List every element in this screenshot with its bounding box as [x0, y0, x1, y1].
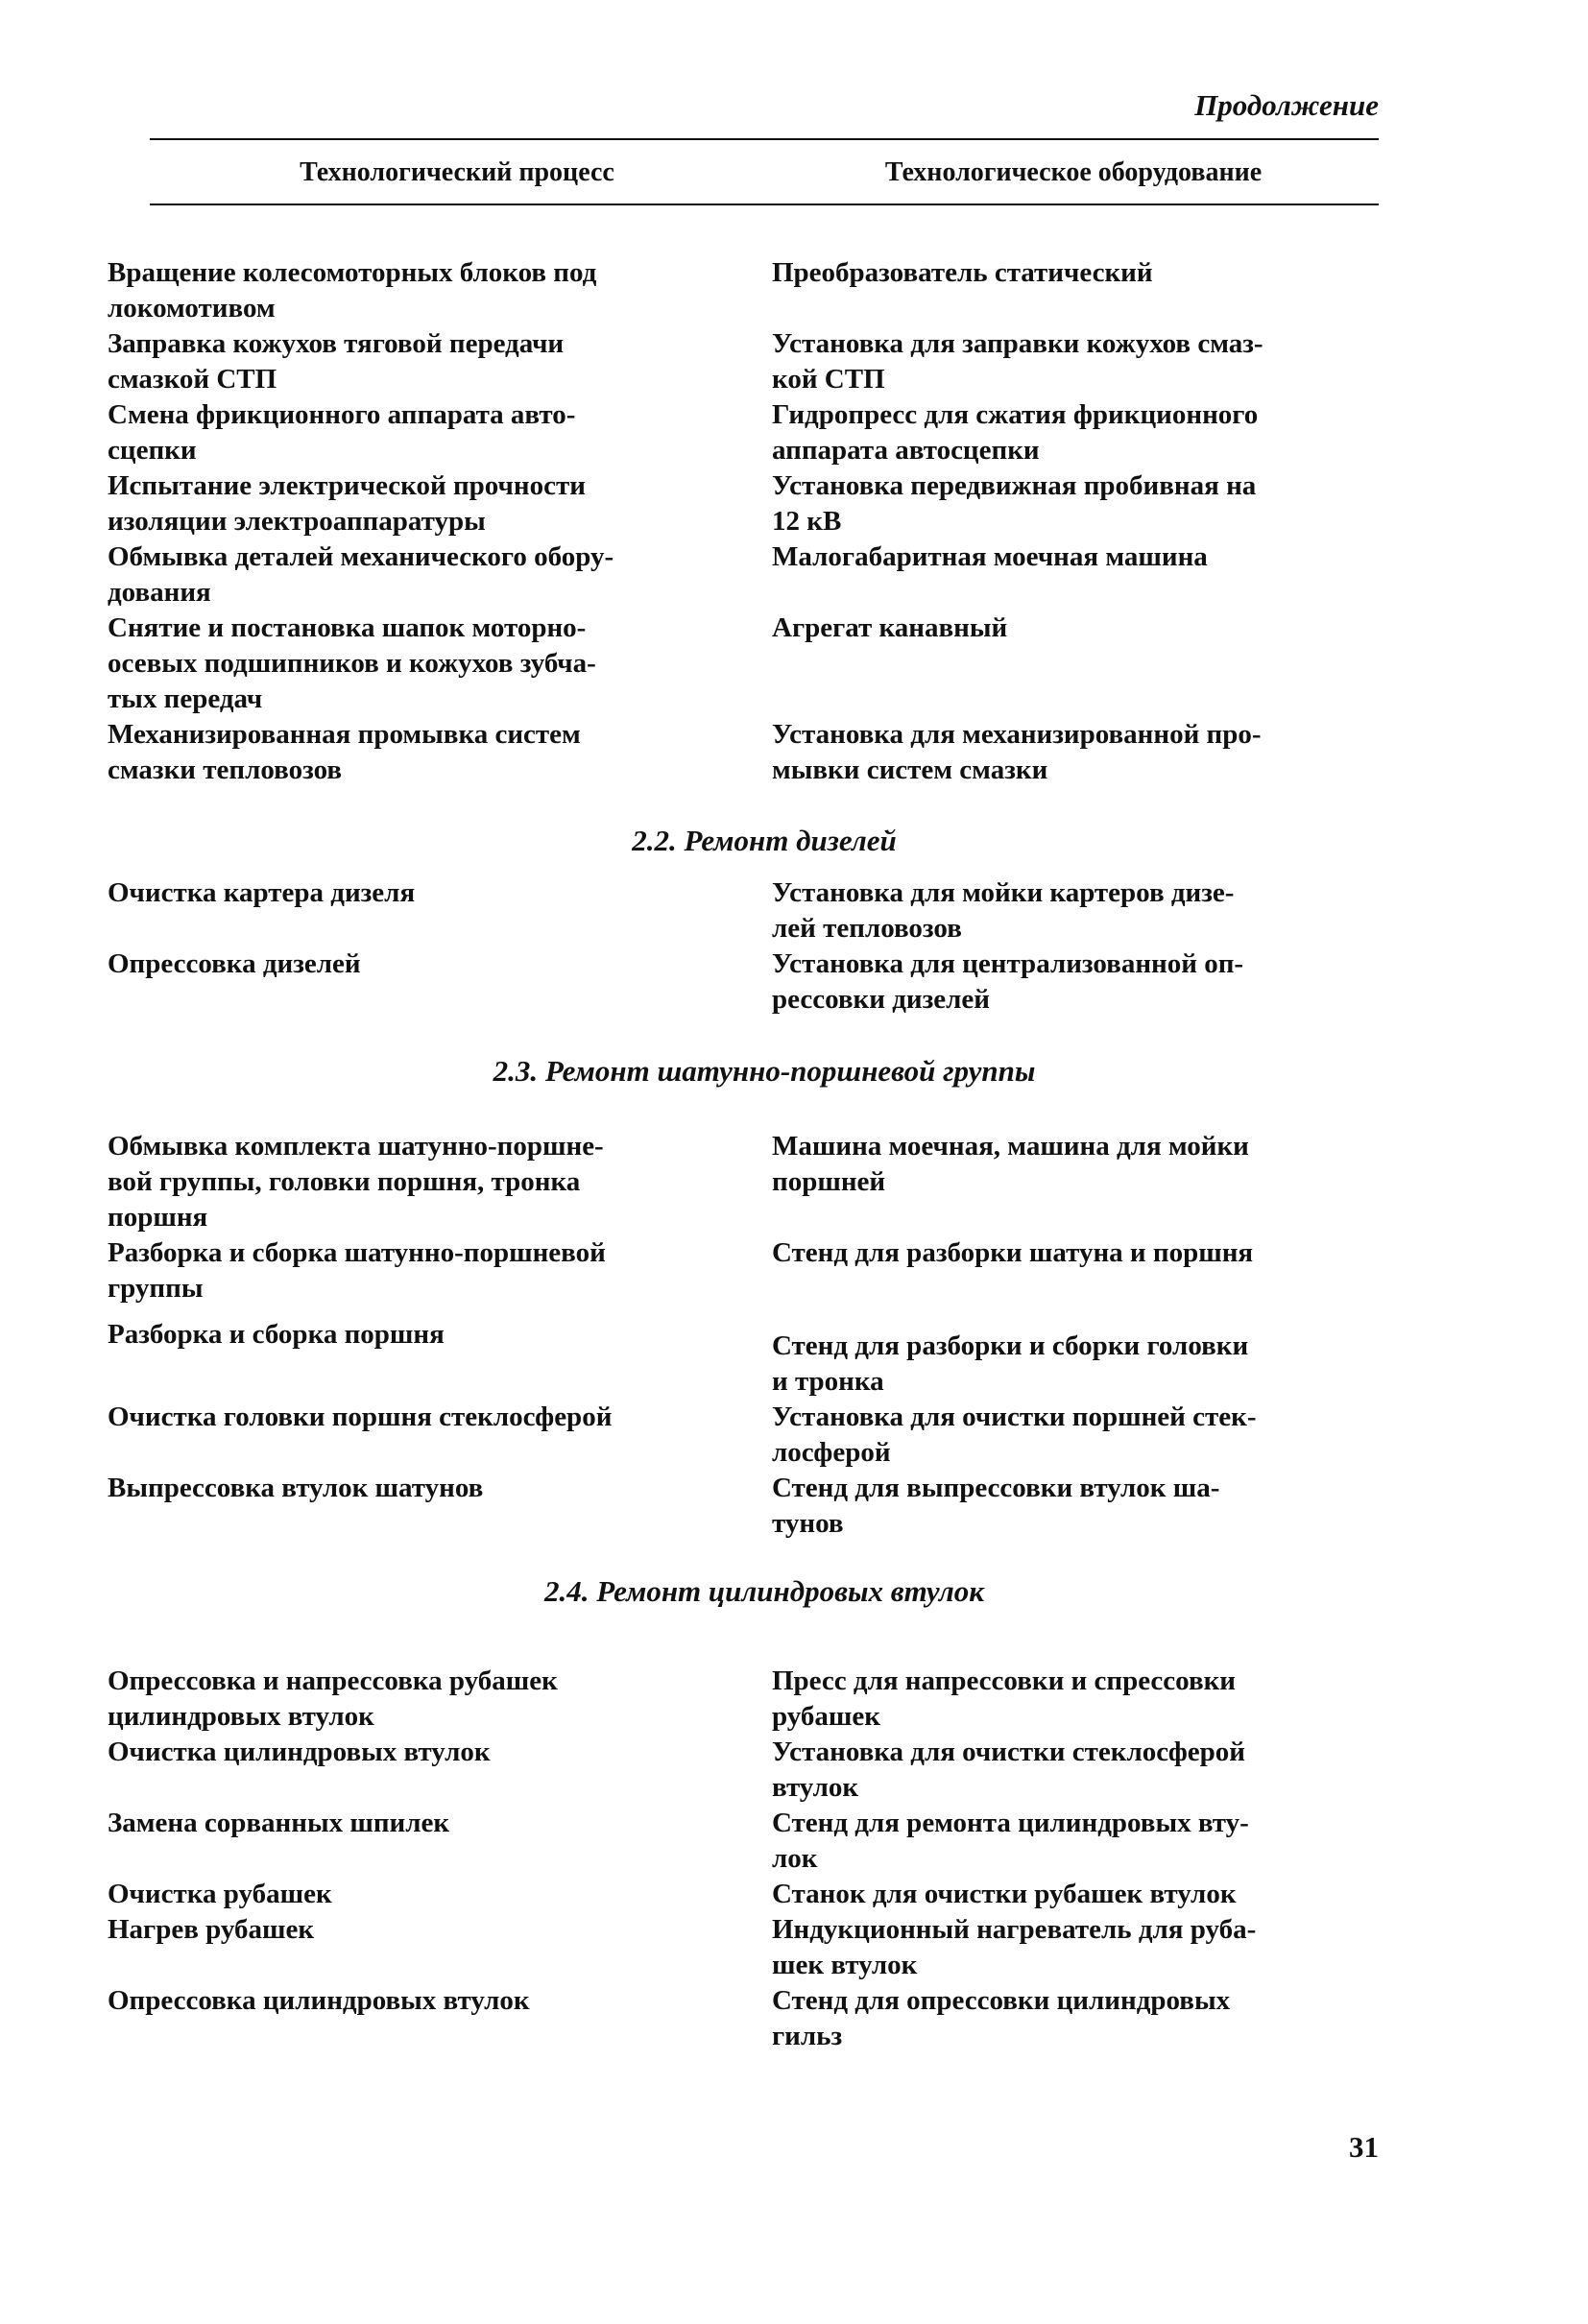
column-header-process: Технологический процесс: [300, 157, 614, 187]
process-cell: Выпрессовка втулок шатунов: [108, 1473, 484, 1503]
section-title-piston-group-repair: 2.3. Ремонт шатунно-поршневой группы: [493, 1054, 1036, 1088]
equipment-cell: Стенд для разборки и сборки головки и тронка: [772, 1330, 1249, 1397]
page-number: 31: [1349, 2130, 1379, 2164]
equipment-cell: Малогабаритная моечная машина: [772, 541, 1208, 572]
process-cell: Механизированная промывка систем смазки тепловозов: [108, 719, 581, 785]
equipment-cell: Установка для централизованной оп- рессовки дизелей: [772, 948, 1244, 1015]
equipment-cell: Преобразователь статический: [772, 257, 1153, 288]
process-cell: Замена сорванных шпилек: [108, 1808, 450, 1838]
equipment-cell: Установка передвижная пробивная на 12 кВ: [772, 470, 1257, 537]
process-cell: Очистка цилиндровых втулок: [108, 1737, 491, 1767]
process-cell: Очистка рубашек: [108, 1879, 332, 1909]
process-cell: Очистка картера дизеля: [108, 877, 416, 908]
process-cell: Испытание электрической прочности изоляции электроаппаратуры: [108, 470, 586, 537]
continuation-label: Продолжение: [1194, 88, 1379, 122]
equipment-cell: Гидропресс для сжатия фрикционного аппарата автосцепки: [772, 399, 1259, 466]
equipment-cell: Стенд для ремонта цилиндровых вту- лок: [772, 1808, 1249, 1874]
header-bottom-rule: [150, 204, 1379, 205]
equipment-cell: Станок для очистки рубашек втулок: [772, 1879, 1237, 1909]
process-cell: Смена фрикционного аппарата авто- сцепки: [108, 399, 576, 466]
equipment-cell: Пресс для напрессовки и спрессовки рубашек: [772, 1665, 1237, 1732]
equipment-cell: Машина моечная, машина для мойки поршней: [772, 1131, 1249, 1197]
process-cell: Разборка и сборка поршня: [108, 1319, 445, 1350]
equipment-cell: Стенд для опрессовки цилиндровых гильз: [772, 1985, 1231, 2051]
section-title-cylinder-sleeve-repair: 2.4. Ремонт цилиндровых втулок: [544, 1574, 984, 1608]
equipment-cell: Агрегат канавный: [772, 612, 1008, 643]
equipment-cell: Установка для очистки поршней стек- лосферой: [772, 1402, 1257, 1468]
process-cell: Нагрев рубашек: [108, 1914, 315, 1945]
column-header-equipment: Технологическое оборудование: [884, 157, 1263, 187]
process-cell: Разборка и сборка шатунно-поршневой группы: [108, 1237, 606, 1304]
process-cell: Обмывка комплекта шатунно-поршне- вой группы, головки поршня, тронка поршня: [108, 1131, 604, 1233]
process-cell: Снятие и постановка шапок моторно- осевых подшипников и кожухов зубча- тых передач: [108, 612, 596, 714]
equipment-cell: Установка для мойки картеров дизе- лей тепловозов: [772, 877, 1235, 944]
section-title-diesel-repair: 2.2. Ремонт дизелей: [632, 824, 897, 857]
process-cell: Обмывка деталей механического обору- дования: [108, 541, 614, 608]
header-top-rule: [150, 138, 1379, 140]
process-cell: Опрессовка цилиндровых втулок: [108, 1985, 530, 2016]
process-cell: Очистка головки поршня стеклосферой: [108, 1402, 613, 1432]
process-cell: Вращение колесомоторных блоков под локомотивом: [108, 257, 597, 323]
equipment-cell: Стенд для разборки шатуна и поршня: [772, 1237, 1254, 1268]
equipment-cell: Установка для заправки кожухов смаз- кой СТП: [772, 328, 1263, 395]
process-cell: Опрессовка и напрессовка рубашек цилиндровых втулок: [108, 1665, 558, 1732]
equipment-cell: Установка для очистки стеклосферой втулок: [772, 1737, 1245, 1803]
process-cell: Опрессовка дизелей: [108, 948, 361, 979]
equipment-cell: Стенд для выпрессовки втулок ша- тунов: [772, 1473, 1220, 1539]
equipment-cell: Индукционный нагреватель для руба- шек втулок: [772, 1914, 1257, 1980]
process-cell: Заправка кожухов тяговой передачи смазкой СТП: [108, 328, 565, 395]
equipment-cell: Установка для механизированной про- мывки систем смазки: [772, 719, 1262, 785]
